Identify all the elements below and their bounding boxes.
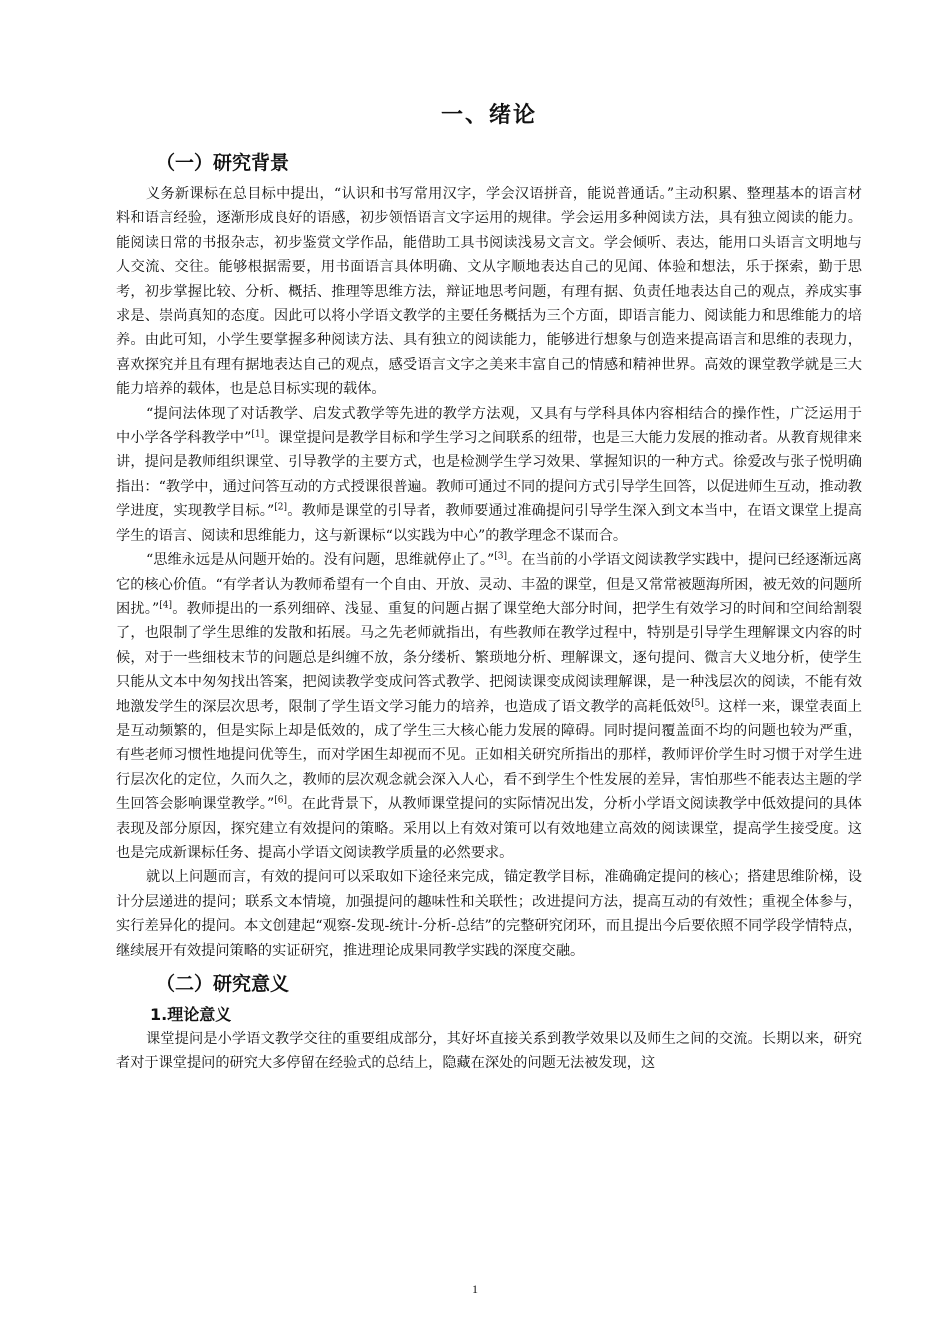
background-paragraph-3 [116,548,862,865]
paragraph-text: 课堂提问是小学语文教学交往的重要组成部分，其好坏直接关系到教学效果以及师生之间的交流。长期以来，研究者对于课堂提问的研究大多停留在经验式的总结上，隐藏在深处的问题无法被发现，这 [116,1031,862,1072]
citation-reference: [2] [274,502,288,513]
paragraph-text: 。这样一来，课堂表面上是互动频繁的，但是实际上却是低效的，成了学生三大核心能力发展的障碍。同时提问覆盖面不均的问题也较为严重，有些老师习惯性地提问优等生，而对学困生却视而不见。正如相关研究所指出的那样，教师评价学生时习惯于对学生进行层次化的定位，久而久之，教师的层次观念就会深入人心，看不到学生个性发展的差异，害怕那些不能表达主题的学生回答会影响课堂教学。” [116,698,862,813]
section-heading-background: （一）研究背景 [156,152,290,174]
citation-reference: [1] [251,429,265,440]
page-number: 1 [472,1282,478,1296]
paragraph-text: 。教师提出的一系列细碎、浅显、重复的问题占据了课堂绝大部分时间，把学生有效学习的时间和空间给割裂了，也限制了学生思维的发散和拓展。马之先老师就指出，有些教师在教学过程中，特别是引导学生理解课文内容的时候，对于一些细枝末节的问题总是纠缠不放，条分缕析、繁琐地分析、理解课文，逐句提问、微言大义地分析，使学生只能从文本中匆匆找出答案，把阅读教学变成问答式教学、把阅读课变成阅读理解课，是一种浅层次的阅读，不能有效地激发学生的深层次思考，限制了学生语文学习能力的培养，也造成了语文教学的高耗低效 [116,600,862,715]
section-heading-significance: （二）研究意义 [156,973,290,995]
paragraph-text: 。在此背景下，从教师课堂提问的实际情况出发，分析小学语文阅读教学中低效提问的具体表现及部分原因，探究建立有效提问的策略。采用以上有效对策可以有效地建立高效的阅读课堂，提高学生接受度。这也是完成新课标任务、提高小学语文阅读教学质量的必然要求。 [116,796,862,861]
background-paragraph-1 [116,182,862,402]
citation-reference: [3] [494,551,507,562]
background-paragraph-2 [116,402,862,548]
citation-reference: [4] [159,600,173,611]
paragraph-text: “思维永远是从问题开始的。没有问题，思维就停止了。” [146,552,495,569]
paragraph-text: 义务新课标在总目标中提出，“认识和书写常用汉字，学会汉语拼音，能说普通话。”主动积累、整理基本的语言材料和语言经验，逐渐形成良好的语感，初步领悟语言文字运用的规律。学会运用多种阅读方法，具有独立阅读的能力。能阅读日常的书报杂志，初步鉴赏文学作品，能借助工具书阅读浅易文言文。学会倾听、表达，能用口头语言文明地与人交流、交往。能够根据需要，用书面语言具体明确、文从字顺地表达自己的见闻、体验和想法，乐于探索，勤于思考，初步掌握比较、分析、概括、推理等思维方法，辩证地思考问题，有理有据、负责任地表达自己的观点，养成实事求是、崇尚真知的态度。因此可以将小学语文教学的主要任务概括为三个方面，即语言能力、阅读能力和思维能力的培养。由此可知，小学生要掌握多种阅读方法、具有独立的阅读能力，能够进行想象与创造来提高语言和思维的表现力，喜欢探究并且有理有据地表达自己的观点，感受语言文字之美来丰富自己的情感和精神世界。高效的课堂教学就是三大能力培养的载体，也是总目标实现的载体。 [116,186,862,398]
paragraph-text: 。教师是课堂的引导者，教师要通过准确提问引导学生深入到文本当中，在语文课堂上提高学生的语言、阅读和思维能力，这与新课标“以实践为中心”的教学理念不谋而合。 [116,503,862,544]
citation-reference: [5] [691,697,704,708]
paragraph-text: 。课堂提问是教学目标和学生学习之间联系的纽带，也是三大能力发展的推动者。从教育规律来讲，提问是教师组织课堂、引导教学的主要方式，也是检测学生学习效果、掌握知识的一种方式。徐爱改与张子悦明确指出：“教学中，通过问答互动的方式授课很普遍。教师可通过不同的提问方式引导学生回答，以促进师生互动，推动教学进度，实现教学目标。” [116,430,862,520]
theory-paragraph-1 [116,1027,862,1076]
page-content [116,98,862,1076]
paragraph-text: 。在当前的小学语文阅读教学实践中，提问已经逐渐远离它的核心价值。“有学者认为教师希望有一个自由、开放、灵动、丰盈的课堂，但是又常常被题海所困，被无效的问题所困扰。” [116,552,862,617]
paragraph-text: “提问法体现了对话教学、启发式教学等先进的教学方法观，又具有与学科具体内容相结合的操作性，广泛运用于中小学各学科教学中” [116,405,862,447]
subsection-heading-theory: 1.理论意义 [150,1005,232,1024]
paragraph-text: 就以上问题而言，有效的提问可以采取如下途径来完成，锚定教学目标，准确确定提问的核心；搭建思维阶梯，设计分层递进的提问；联系文本情境，加强提问的趣味性和关联性；改进提问方法，提高互动的有效性；重视全体参与，实行差异化的提问。本文创建起“观察-发现-统计-分析-总结”的完整研究闭环，而且提出今后要依照不同学段学情特点，继续展开有效提问策略的实证研究，推进理论成果同教学实践的深度交融。 [116,869,862,959]
chapter-title: 一、绪论 [440,103,537,128]
background-paragraph-4 [116,865,862,963]
citation-reference: [6] [274,795,288,806]
